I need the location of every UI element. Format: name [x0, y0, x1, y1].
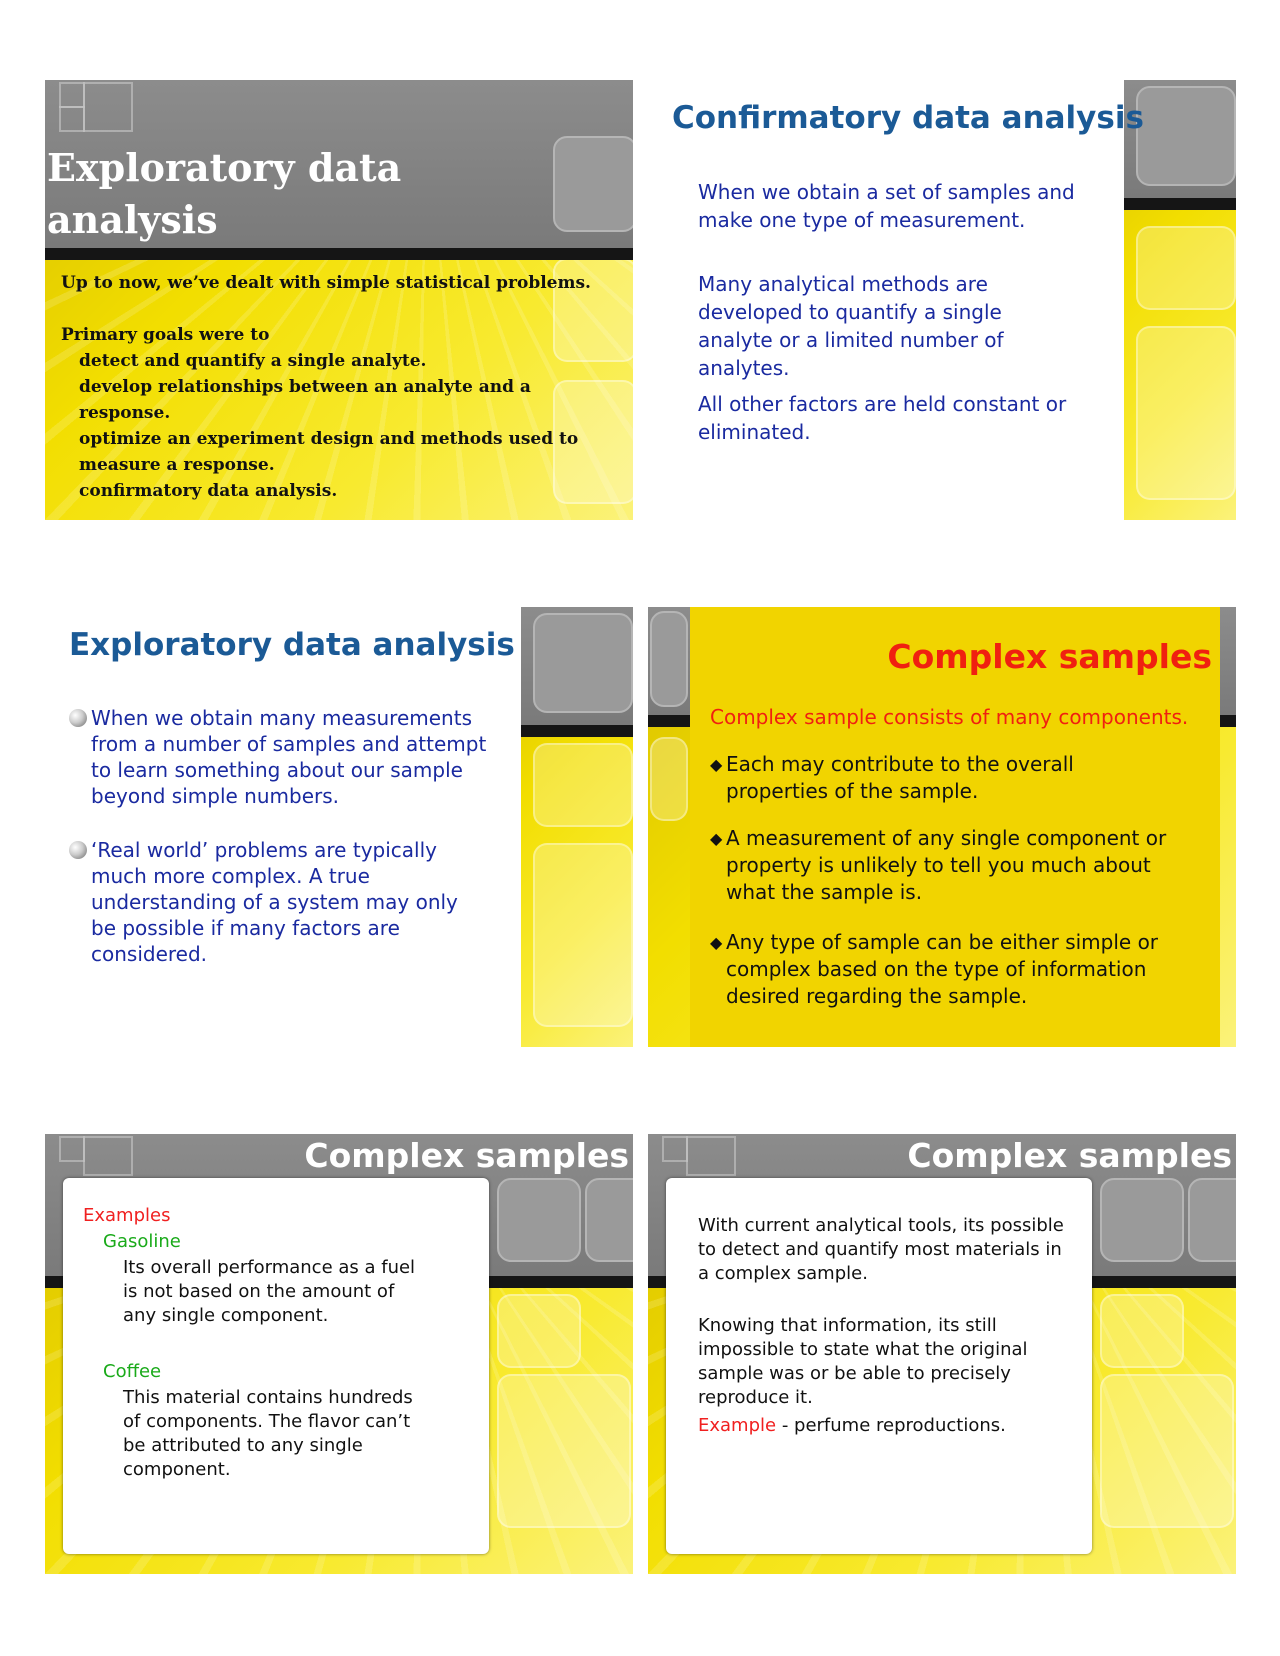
example-text: Its overall performance as a fuel is not based on the amount of any single component.: [123, 1257, 416, 1326]
paragraph: When we obtain a set of samples and make one type of measurement.: [698, 180, 1075, 232]
bullet-item: ◆ Each may contribute to the overall properties of the sample.: [710, 752, 1074, 803]
bulb-bullet-icon: [69, 841, 87, 859]
slide-complex-samples-2: [45, 1134, 633, 1574]
example-line: Example - perfume reproductions.: [698, 1415, 1006, 1436]
diamond-bullet-icon: ◆: [710, 829, 723, 848]
example-heading: Coffee: [103, 1361, 162, 1382]
bullet-item: When we obtain many measurements from a number of samples and attempt to learn something about our sample beyond simple numbers.: [69, 705, 489, 809]
slide-title: Complex samples: [887, 637, 1212, 676]
slide-exploratory: [45, 607, 633, 1047]
slide-title: Complex samples: [304, 1136, 629, 1175]
bullet-item: ‘Real world’ problems are typically much more complex. A true understanding of a system may only be possible if many factors are considered.: [69, 837, 489, 967]
slide-body: Up to now, we’ve dealt with simple statistical problems. Primary goals were to detect and quantify a single analyte. develop relationships between an analyte and a response. optimize an experiment design and methods used to measure a response. confirmatory data analysis.: [61, 270, 613, 504]
slide-title: Exploratory data analysis: [69, 627, 515, 663]
slide-subtitle: Complex sample consists of many components.: [710, 705, 1189, 729]
diamond-bullet-icon: ◆: [710, 755, 723, 774]
side-decoration: [521, 607, 633, 1047]
bullet-item: ◆ A measurement of any single component or property is unlikely to tell you much about what the sample is.: [710, 826, 1167, 904]
goal-item: measure a response.: [79, 455, 275, 475]
goal-item: detect and quantify a single analyte.: [79, 351, 427, 371]
example-text: This material contains hundreds of components. The flavor can’t be attributed to any single component.: [123, 1387, 413, 1480]
slide-complex-samples-1: [648, 607, 1236, 1047]
slide-title: Exploratory data analysis: [47, 145, 402, 242]
content-card: [63, 1178, 489, 1554]
slide-exploratory-intro: [45, 80, 633, 520]
side-decoration: [1124, 80, 1236, 520]
goal-item: optimize an experiment design and methods used to: [79, 429, 579, 449]
paragraph: Knowing that information, its still impossible to state what the original sample was or be able to precisely reproduce it.: [698, 1315, 1028, 1408]
diamond-bullet-icon: ◆: [710, 933, 723, 952]
paragraph: Many analytical methods are developed to quantify a single analyte or a limited number of analytes.: [698, 272, 1004, 380]
slide-complex-samples-3: [648, 1134, 1236, 1574]
slide-title: Complex samples: [907, 1136, 1232, 1175]
examples-label: Examples: [83, 1205, 171, 1226]
paragraph: With current analytical tools, its possible to detect and quantify most materials in a complex sample.: [698, 1215, 1064, 1284]
paragraph: All other factors are held constant or eliminated.: [698, 392, 1067, 444]
slide-title: Confirmatory data analysis: [672, 100, 1144, 136]
content-card: [666, 1178, 1092, 1554]
example-heading: Gasoline: [103, 1231, 181, 1252]
slide-confirmatory: [648, 80, 1236, 520]
goal-item: confirmatory data analysis.: [79, 481, 338, 501]
bulb-bullet-icon: [69, 709, 87, 727]
bullet-item: ◆ Any type of sample can be either simple or complex based on the type of information desired regarding the sample.: [710, 930, 1159, 1008]
goal-item: develop relationships between an analyte and a response.: [79, 377, 531, 423]
